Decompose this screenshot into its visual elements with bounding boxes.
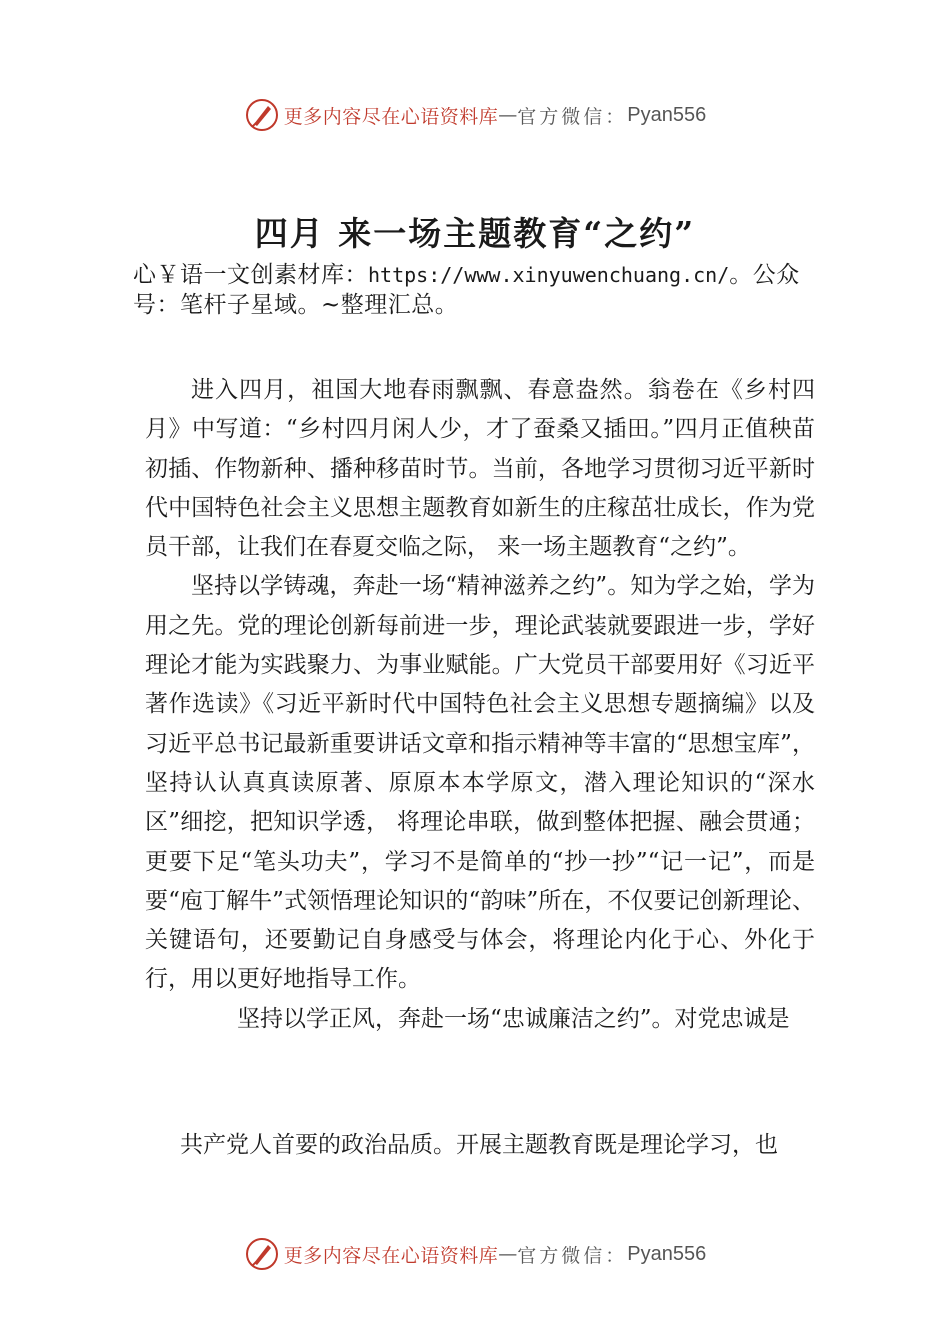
feather-pen-logo-icon <box>244 97 280 133</box>
banner-main-text: 更多内容尽在心语资料库 <box>283 1244 499 1267</box>
banner-dash: — <box>498 1243 518 1265</box>
banner-dash: — <box>498 104 518 126</box>
paragraph-3: 坚持以学正风，奔赴一场“忠诚廉洁之约”。对党忠诚是 <box>237 1005 790 1032</box>
document-title: 四月 来一场主题教育“之约” <box>254 214 696 253</box>
banner-sub-text: 官方微信： <box>517 105 628 128</box>
source-url[interactable]: https://www.xinyuwenchuang.cn/ <box>368 263 730 287</box>
feather-pen-logo-icon <box>244 1236 280 1272</box>
paragraph-1: 进入四月，祖国大地春雨飘飘、春意盎然。翁卷在《乡村四月》中写道：“乡村四月闲人少，才了蚕桑又插田。”四月正值秧苗初插、作物新种、播种移苗时节。当前，各地学习贯彻习近平新时代中国特色社会主义思想主题教育如新生的庄稼茁壮成长，作为党员干部，让我们在春夏交临之际， 来一场主题教育“之约”。 <box>145 377 815 561</box>
source-line <box>133 260 823 320</box>
header-banner <box>0 93 950 137</box>
banner-sub-text: 官方微信： <box>517 1244 628 1267</box>
paragraph-3-continued: 共产党人首要的政治品质。开展主题教育既是理论学习，也 <box>180 1132 778 1158</box>
source-prefix: 心￥语一文创素材库： <box>133 262 368 288</box>
source-suffix: 。公众号：笔杆子星域。~整理汇总。 <box>133 262 800 318</box>
banner-wechat-id: Pyan556 <box>627 103 707 126</box>
banner-wechat-id: Pyan556 <box>627 1242 707 1265</box>
paragraph-2: 坚持以学铸魂，奔赴一场“精神滋养之约”。知为学之始，学为用之先。党的理论创新每前进一步，理论武装就要跟进一步，学好理论才能为实践聚力、为事业赋能。广大党员干部要用好《习近平著作选读》《习近平新时代中国特色社会主义思想专题摘编》以及习近平总书记最新重要讲话文章和指示精神等丰富的“思想宝库”，坚持认认真真读原著、原原本本学原文，潜入理论知识的“深水区”细挖，把知识学透， 将理论串联，做到整体把握、融会贯通；更要下足“笔头功夫”，学习不是简单的“抄一抄”“记一记”，而是要“庖丁解牛”式领悟理论知识的“韵味”所在，不仅要记创新理论、 关键语句，还要勤记自身感受与体会，将理论内化于心、外化于行，用以更好地指导工作。 <box>145 573 815 993</box>
article-body <box>145 371 815 1039</box>
footer-banner <box>0 1232 950 1276</box>
banner-main-text: 更多内容尽在心语资料库 <box>283 105 499 128</box>
